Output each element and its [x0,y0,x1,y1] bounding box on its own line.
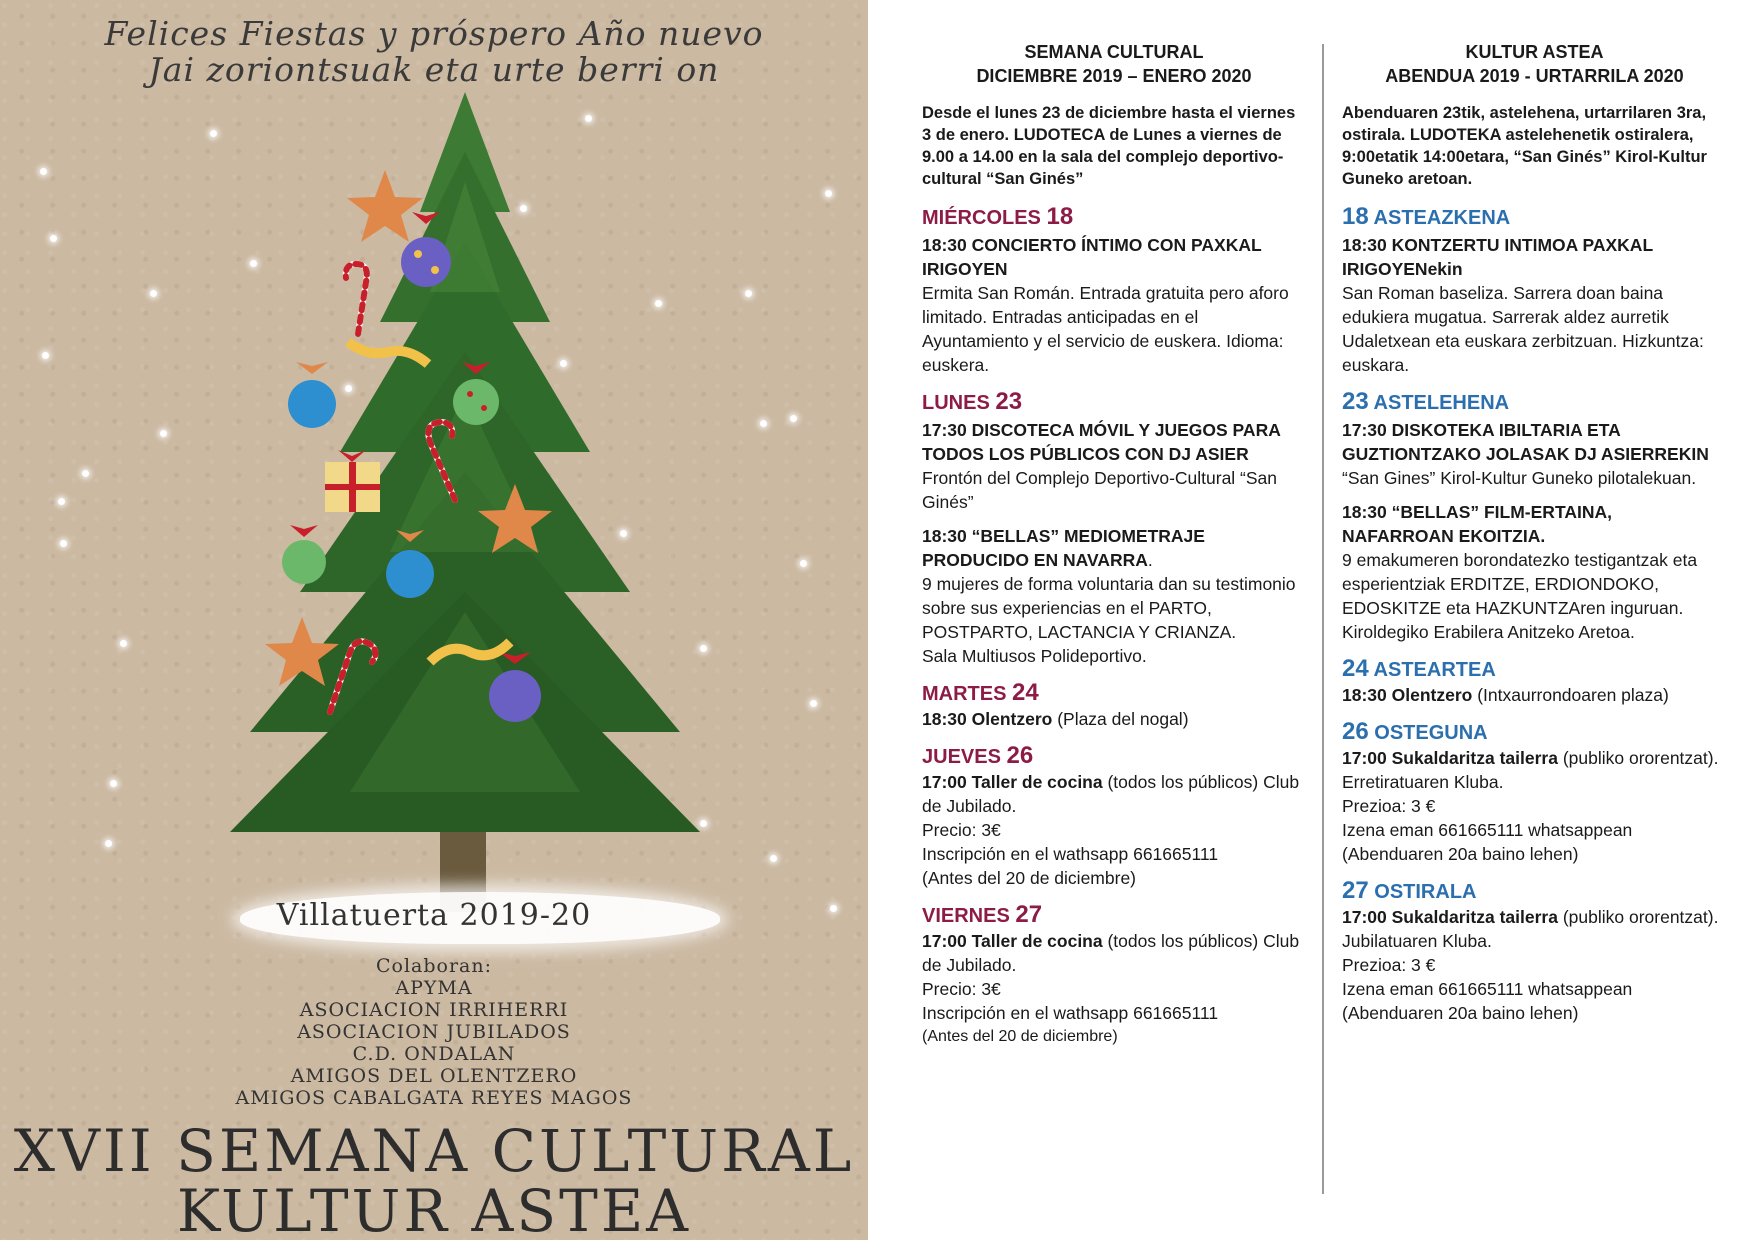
snowflake [42,352,49,359]
event-place: (Intxaurrondoaren plaza) [1472,685,1669,705]
event-time-title: 17:00 Taller de cocina [922,931,1103,951]
day-heading [922,204,1306,231]
event-title-suffix: . [1147,550,1153,570]
day-number: 24 [1342,655,1369,682]
event-details: (publiko ororentzat). Jubilatuaren Kluba. [1342,907,1719,951]
day-name: LUNES [922,392,990,414]
snowflake [60,540,67,547]
event-details: (todos los públicos) Club de Jubilado. [922,931,1300,975]
program-spanish [922,40,1306,1049]
snowflake [810,700,817,707]
event-details: (todos los públicos) Club de Jubilado. [922,772,1300,816]
event-title-text: 18:30 “BELLAS” MEDIOMETRAJE PRODUCIDO EN NAVARRA [922,526,1205,570]
star-ornament-icon [347,170,423,242]
greeting-spanish: Felices Fiestas y próspero Año nuevo [104,14,764,53]
event-deadline: (Abenduaren 20a baino lehen) [1342,1003,1579,1023]
day-number: 24 [1012,679,1039,706]
gift-box-icon [325,450,380,512]
poster-title-line1: XVII SEMANA CULTURAL [13,1117,855,1185]
column-heading [922,40,1306,88]
program-basque [1342,40,1727,1025]
event-line [922,929,1306,977]
event-registration: Izena eman 661665111 whatsappean [1342,979,1633,999]
snowflake [120,640,127,647]
event-title: 18:30 KONTZERTU INTIMOA PAXKAL IRIGOYENekin [1342,235,1653,279]
event-line [1342,746,1727,794]
heading-line1: SEMANA CULTURAL [1024,42,1204,62]
event-description: Frontón del Complejo Deportivo-Cultural “San Ginés” [922,468,1278,512]
day-heading [922,902,1306,929]
event-time-title: 18:30 Olentzero [922,709,1053,729]
snowflake [800,560,807,567]
event-time-title: 17:00 Sukaldaritza tailerra [1342,748,1558,768]
event-line [1342,683,1727,707]
day-heading [922,389,1306,416]
snowflake [160,430,167,437]
snowflake [105,840,112,847]
day-number: 23 [995,388,1023,415]
event-block [922,524,1306,668]
day-name: MIÉRCOLES [922,207,1041,229]
event-title: 17:30 DISKOTEKA IBILTARIA ETA GUZTIONTZAKO JOLASAK DJ ASIERREKIN [1342,420,1709,464]
snowflake [58,498,65,505]
day-name: JUEVES [922,746,1001,768]
event-time-title: 17:00 Sukaldaritza tailerra [1342,907,1558,927]
day-heading [1342,878,1727,905]
snowflake [50,235,57,242]
event-deadline: (Abenduaren 20a baino lehen) [1342,844,1579,864]
snowflake [150,290,157,297]
event-details: (publiko ororentzat). Erretiratuaren Kluba. [1342,748,1719,792]
event-line [922,707,1306,731]
event-description: Ermita San Román. Entrada gratuita pero aforo limitado. Entradas anticipadas en el Ayuntamiento y el servicio de euskera. Idioma: euskera. [922,283,1289,375]
day-name: ASTELEHENA [1373,392,1510,414]
collaborators-label: Colaboran: [375,955,493,977]
collaborator-item: ASOCIACION IRRIHERRI [299,999,569,1021]
day-heading [922,743,1306,770]
day-name: ASTEAZKENA [1373,207,1511,229]
event-registration: Inscripción en el wathsapp 661665111 [922,844,1219,864]
event-description: San Roman baseliza. Sarrera doan baina edukiera mugatua. Sarrerak aldez aurretik Udaletxean eta euskara zerbitzuan. Hizkuntza: euskara. [1342,283,1704,375]
day-name: MARTES [922,683,1007,705]
event-location: Kiroldegiko Erabilera Anitzeko Aretoa. [1342,622,1635,642]
event-deadline: (Antes del 20 de diciembre) [922,1028,1118,1045]
event-title [922,524,1306,572]
intro-text: Desde el lunes 23 de diciembre hasta el viernes 3 de enero. LUDOTECA de Lunes a viernes de 9.00 a 14.00 en la sala del complejo deportivo-cultural “San Ginés” [922,104,1296,188]
event-line [1342,905,1727,953]
day-number: 27 [1342,877,1369,904]
day-heading [922,680,1306,707]
snowflake [745,290,752,297]
day-number: 26 [1006,742,1034,769]
day-number: 18 [1046,203,1074,230]
collaborator-item: AMIGOS DEL OLENTZERO [290,1065,578,1087]
event-time-title: 17:00 Taller de cocina [922,772,1103,792]
event-title: 18:30 “BELLAS” FILM-ERTAINA, NAFARROAN EKOITZIA. [1342,502,1612,546]
snowflake [790,415,797,422]
heading-line2: DICIEMBRE 2019 – ENERO 2020 [976,66,1252,86]
event-title: 18:30 CONCIERTO ÍNTIMO CON PAXKAL IRIGOYEN [922,235,1262,279]
snowflake [210,130,217,137]
event-deadline: (Antes del 20 de diciembre) [922,868,1136,888]
heading-line2: ABENDUA 2019 - URTARRILA 2020 [1385,66,1684,86]
poster [0,0,868,1240]
column-heading [1342,40,1727,88]
event-place: (Plaza del nogal) [1052,709,1189,729]
event-price: Prezioa: 3 € [1342,796,1436,816]
green-bauble-icon [282,525,326,584]
snowflake [760,420,767,427]
intro-text: Abenduaren 23tik, astelehena, urtarrilaren 3ra, ostirala. LUDOTEKA astelehenetik ostiralera, 9:00etatik 14:00etara, “San Ginés” Kirol-Kultur Guneko aretoan. [1342,104,1707,188]
event-registration: Inscripción en el wathsapp 661665111 [922,1003,1219,1023]
day-name: OSTIRALA [1374,881,1477,903]
day-heading [1342,389,1727,416]
snowflake [82,470,89,477]
event-block [1342,500,1727,644]
event-line [922,770,1306,818]
event-price: Precio: 3€ [922,820,1001,840]
snowflake [40,168,47,175]
snowflake [110,780,117,787]
snowflake [700,820,707,827]
event-description: 9 emakumeren borondatezko testigantzak eta esperientziak ERDITZE, ERDIONDOKO, EDOSKITZE eta HAZKUNTZAren inguruan. [1342,550,1698,618]
snowflake [700,645,707,652]
place-year: Villatuerta 2019-20 [276,898,592,933]
day-heading [1342,656,1727,683]
collaborator-item: AMIGOS CABALGATA REYES MAGOS [235,1087,633,1109]
blue-bauble-icon [288,362,336,428]
event-location: Sala Multiusos Polideportivo. [922,646,1147,666]
candy-cane-icon [346,264,367,334]
collaborator-item: C.D. ONDALAN [352,1043,516,1065]
day-number: 18 [1342,203,1369,230]
day-number: 27 [1015,901,1043,928]
day-name: OSTEGUNA [1374,722,1488,744]
snowflake [770,855,777,862]
event-title: 17:30 DISCOTECA MÓVIL Y JUEGOS PARA TODOS LOS PÚBLICOS CON DJ ASIER [922,420,1281,464]
event-description: “San Gines” Kirol-Kultur Guneko pilotalekuan. [1342,468,1697,488]
event-description: 9 mujeres de forma voluntaria dan su testimonio sobre sus experiencias en el PARTO, POSTPARTO, LACTANCIA Y CRIANZA. [922,574,1296,642]
snowflake [825,190,832,197]
event-time-title: 18:30 Olentzero [1342,685,1473,705]
poster-title-line2: KULTUR ASTEA [176,1177,692,1240]
collaborator-item: APYMA [395,977,473,999]
day-name: VIERNES [922,905,1010,927]
heading-line1: KULTUR ASTEA [1465,42,1604,62]
day-number: 26 [1342,718,1369,745]
day-heading [1342,204,1727,231]
day-heading [1342,719,1727,746]
day-name: ASTEARTEA [1373,659,1496,681]
christmas-tree-illustration [230,92,700,912]
collaborator-item: ASOCIACION JUBILADOS [297,1021,571,1043]
event-price: Prezioa: 3 € [1342,955,1436,975]
greeting-basque: Jai zoriontsuak eta urte berri on [148,50,720,89]
day-number: 23 [1342,388,1369,415]
event-price: Precio: 3€ [922,979,1001,999]
column-divider [1322,44,1324,1194]
event-registration: Izena eman 661665111 whatsappean [1342,820,1633,840]
